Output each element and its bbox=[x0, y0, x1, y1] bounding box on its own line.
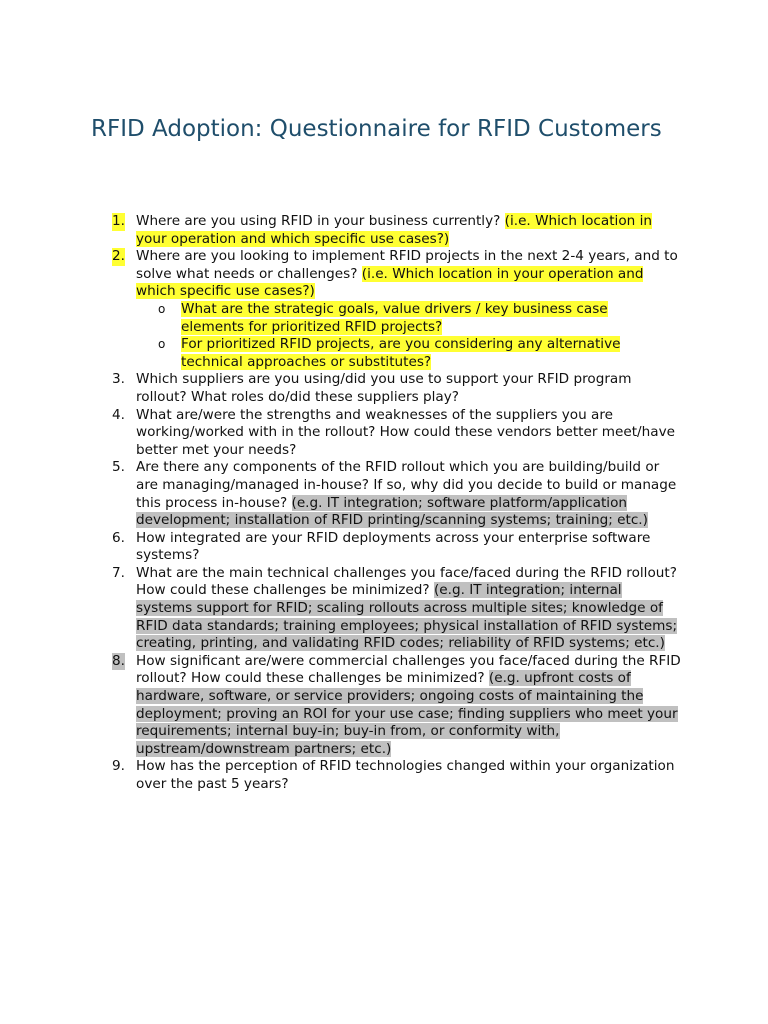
question-note-highlight: (i.e. Which location in your operation and which specific use cases?) bbox=[136, 213, 652, 247]
questionnaire-list bbox=[0, 213, 768, 794]
circle-bullet-icon: o bbox=[158, 337, 166, 352]
question-number: 8. bbox=[112, 652, 125, 669]
question-number: 1. bbox=[112, 213, 125, 229]
question-number: 6. bbox=[112, 529, 125, 546]
question-item-2 bbox=[0, 248, 681, 371]
question-text: What are the main technical challenges you face/faced during the RFID rollout? How could these challenges be minimized? bbox=[136, 564, 677, 599]
circle-bullet-icon: o bbox=[158, 301, 166, 316]
question-item-8 bbox=[0, 653, 681, 759]
question-text: How integrated are your RFID deployments across your enterprise software systems? bbox=[136, 529, 651, 564]
question-text: Are there any components of the RFID rollout which you are building/build or are managing/managed in-house? If so, why did you decide to build or manage this process in-house? bbox=[136, 459, 677, 511]
sub-question-text: What are the strategic goals, value drivers / key business case elements for prioritized RFID projects? bbox=[181, 300, 608, 335]
question-number: 7. bbox=[112, 564, 125, 581]
question-number: 3. bbox=[112, 371, 125, 388]
question-text: Where are you looking to implement RFID projects in the next 2-4 years, and to solve what needs or challenges? bbox=[136, 248, 678, 282]
question-item-1 bbox=[0, 213, 681, 248]
page-title: RFID Adoption: Questionnaire for RFID Customers bbox=[91, 116, 662, 142]
sub-question-item bbox=[136, 301, 641, 336]
question-note-highlight: (e.g. IT integration; internal systems support for RFID; scaling rollouts across multiple sites; knowledge of RFID data standards; training employees; physical installation of RFID systems; creating, printing, and validating RFID codes; reliability of RFID systems; etc.) bbox=[136, 582, 678, 652]
sub-question-list bbox=[136, 301, 681, 371]
sub-question-item bbox=[136, 336, 641, 371]
question-number: 9. bbox=[112, 758, 125, 775]
question-text: Where are you using RFID in your business currently? bbox=[136, 213, 505, 229]
question-item-4 bbox=[0, 407, 681, 460]
question-item-5 bbox=[0, 459, 681, 529]
question-item-3 bbox=[0, 371, 681, 406]
question-text: Which suppliers are you using/did you use to support your RFID program rollout? What roles do/did these suppliers play? bbox=[136, 371, 632, 405]
question-item-7 bbox=[0, 565, 681, 653]
question-note-highlight: (e.g. IT integration; software platform/application development; installation of RFID printing/scanning systems; training; etc.) bbox=[136, 494, 648, 529]
sub-question-text: For prioritized RFID projects, are you considering any alternative technical approaches or substitutes? bbox=[181, 336, 621, 370]
question-note-highlight: (i.e. Which location in your operation and which specific use cases?) bbox=[136, 265, 644, 300]
question-item-9 bbox=[0, 758, 681, 793]
question-text: How has the perception of RFID technologies changed within your organization over the past 5 years? bbox=[136, 758, 675, 792]
question-note-highlight: (e.g. upfront costs of hardware, software, or service providers; ongoing costs of maintaining the deployment; proving an ROI for your use case; finding suppliers who meet your requirements; internal buy-in; buy-in from, or conformity with, upstream/downstream partners; etc.) bbox=[136, 670, 678, 757]
question-number: 4. bbox=[112, 406, 125, 423]
question-number: 5. bbox=[112, 459, 125, 476]
question-item-6 bbox=[0, 530, 681, 565]
question-text: How significant are/were commercial challenges you face/faced during the RFID rollout? How could these challenges be minimized? bbox=[136, 652, 681, 687]
question-text: What are/were the strengths and weaknesses of the suppliers you are working/worked with in the rollout? How could these vendors better meet/have better met your needs? bbox=[136, 406, 675, 458]
question-number: 2. bbox=[112, 248, 125, 265]
